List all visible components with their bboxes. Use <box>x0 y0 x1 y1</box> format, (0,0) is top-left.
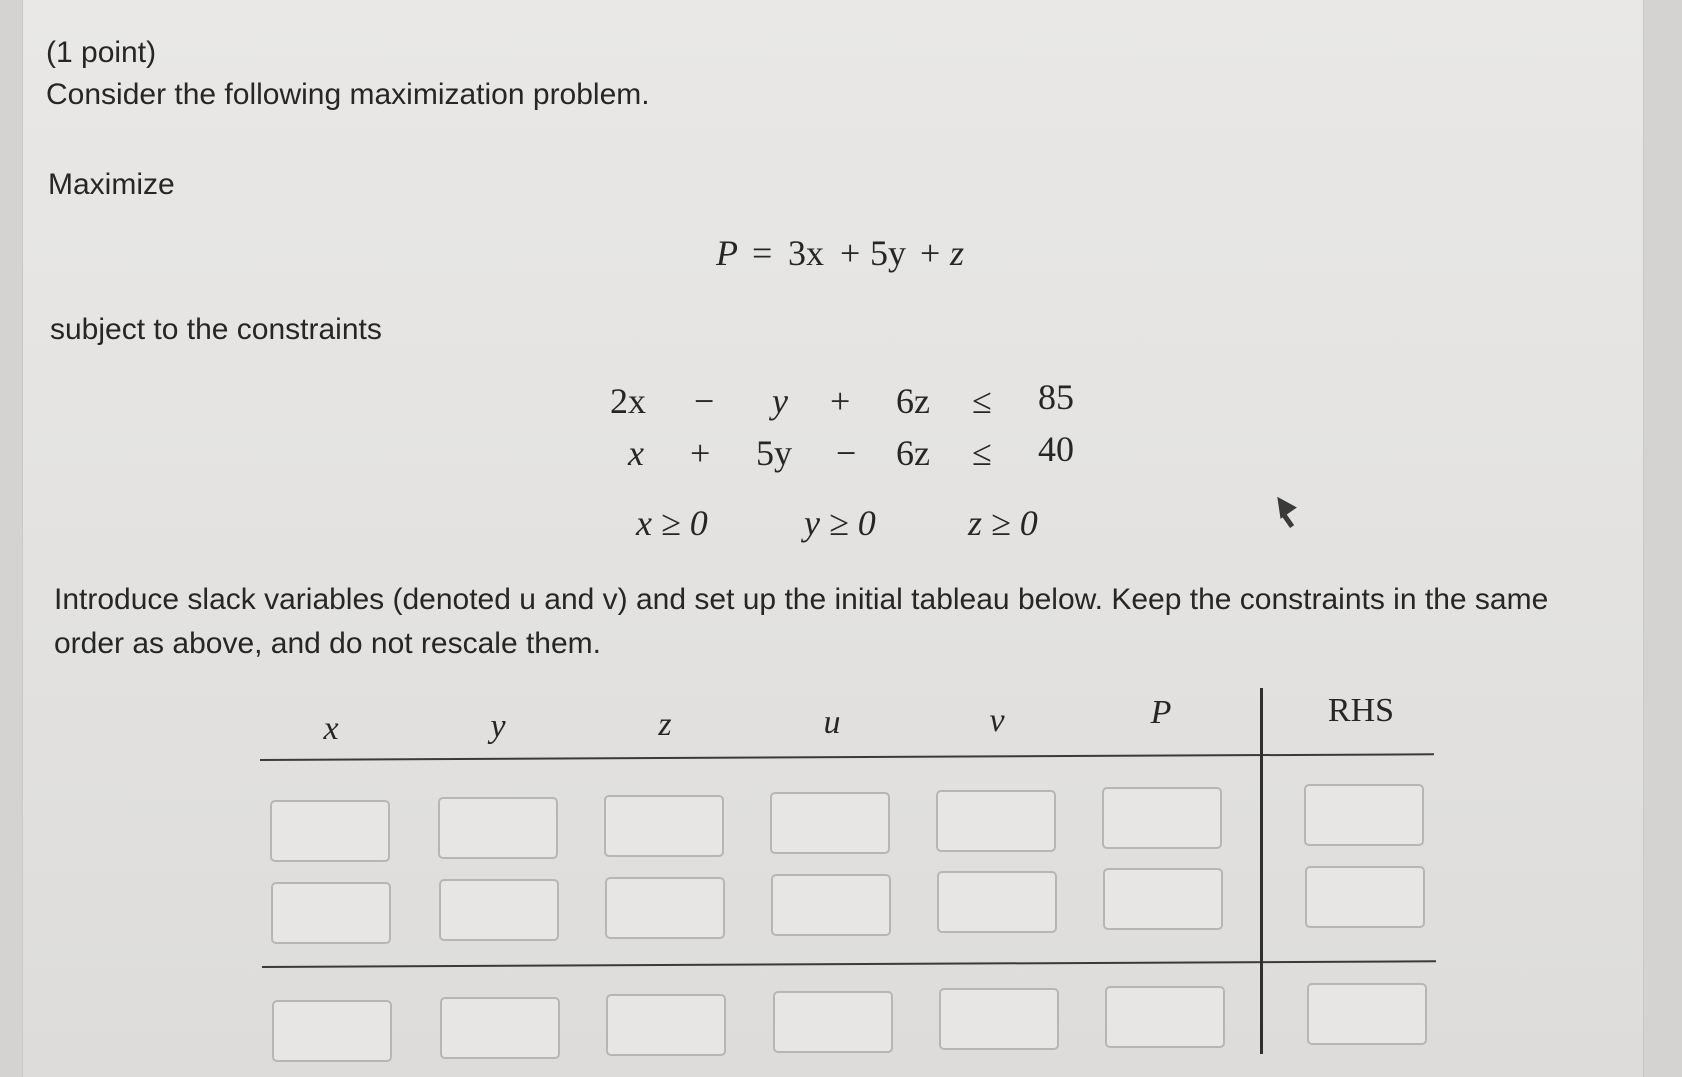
tableau-cell-r1-u[interactable] <box>770 792 890 854</box>
tableau-cell-r3-u[interactable] <box>773 991 893 1053</box>
tableau-cell-r2-y[interactable] <box>439 879 559 941</box>
constraint-rhs: 40 <box>1038 429 1074 469</box>
tableau-cell-r1-rhs[interactable] <box>1304 784 1424 846</box>
tableau-header-rhs: RHS <box>1327 692 1395 729</box>
tableau-cell-r3-z[interactable] <box>606 994 726 1056</box>
subject-label: subject to the constraints <box>50 313 382 346</box>
tableau-cell-r1-x[interactable] <box>270 800 390 862</box>
constraint-op-2: − <box>836 433 857 473</box>
instruction-text <box>54 578 1614 666</box>
maximize-label: Maximize <box>48 168 175 201</box>
tableau-header-v: v <box>989 702 1005 739</box>
constraint-op-1: + <box>690 433 711 473</box>
points-label: (1 point) <box>46 36 157 69</box>
tableau-cell-r3-p[interactable] <box>1105 986 1225 1048</box>
objective-op-2: + <box>920 233 941 273</box>
tableau-header-y: y <box>490 708 506 745</box>
objective-term-3: z <box>950 233 965 273</box>
constraint-term-a: 2x <box>610 381 646 421</box>
constraint-op-1: − <box>694 381 715 421</box>
instruction-line-1: Introduce slack variables (denoted u and v) and set up the initial tableau below. Keep the constraints in the same <box>54 583 1549 616</box>
objective-lhs: P <box>716 233 738 273</box>
tableau-cell-r3-x[interactable] <box>272 1000 392 1062</box>
tableau-cell-r2-p[interactable] <box>1103 868 1223 930</box>
tableau-cell-r2-rhs[interactable] <box>1305 866 1425 928</box>
objective-term-2: 5y <box>870 233 906 273</box>
objective-equals: = <box>752 233 773 273</box>
tableau-header-z: z <box>658 706 672 743</box>
tableau-header-x: x <box>323 710 339 747</box>
objective-op-1: + <box>840 233 861 273</box>
tableau-cell-r3-rhs[interactable] <box>1307 983 1427 1045</box>
tableau-cell-r1-p[interactable] <box>1102 787 1222 849</box>
tableau-rhs-divider <box>1260 688 1263 1054</box>
constraint-term-b: y <box>772 381 788 421</box>
tableau-cell-r2-v[interactable] <box>937 871 1057 933</box>
tableau-header-u: u <box>823 704 841 741</box>
constraint-relation: ≤ <box>972 381 992 421</box>
tableau-cell-r3-y[interactable] <box>440 997 560 1059</box>
tableau-cell-r1-v[interactable] <box>936 790 1056 852</box>
constraint-term-b: 5y <box>756 433 792 473</box>
constraint-relation: ≤ <box>972 433 992 473</box>
instruction-line-2: order as above, and do not rescale them. <box>54 627 602 660</box>
problem-intro: Consider the following maximization problem. <box>46 78 650 111</box>
tableau-header-p: P <box>1150 694 1172 731</box>
objective-term-1: 3x <box>788 233 824 273</box>
tableau-cell-r1-z[interactable] <box>604 795 724 857</box>
constraint-term-c: 6z <box>896 433 930 473</box>
constraint-rhs: 85 <box>1038 377 1074 417</box>
constraint-term-c: 6z <box>896 381 930 421</box>
constraint-op-2: + <box>830 381 851 421</box>
tableau-cell-r2-x[interactable] <box>271 882 391 944</box>
nonneg-x: x ≥ 0 <box>636 503 708 543</box>
nonneg-z: z ≥ 0 <box>968 503 1038 543</box>
tableau-cell-r3-v[interactable] <box>939 988 1059 1050</box>
tableau-cell-r1-y[interactable] <box>438 797 558 859</box>
constraint-term-a: x <box>628 433 644 473</box>
nonneg-y: y ≥ 0 <box>804 503 876 543</box>
tableau-cell-r2-z[interactable] <box>605 877 725 939</box>
tableau-cell-r2-u[interactable] <box>771 874 891 936</box>
